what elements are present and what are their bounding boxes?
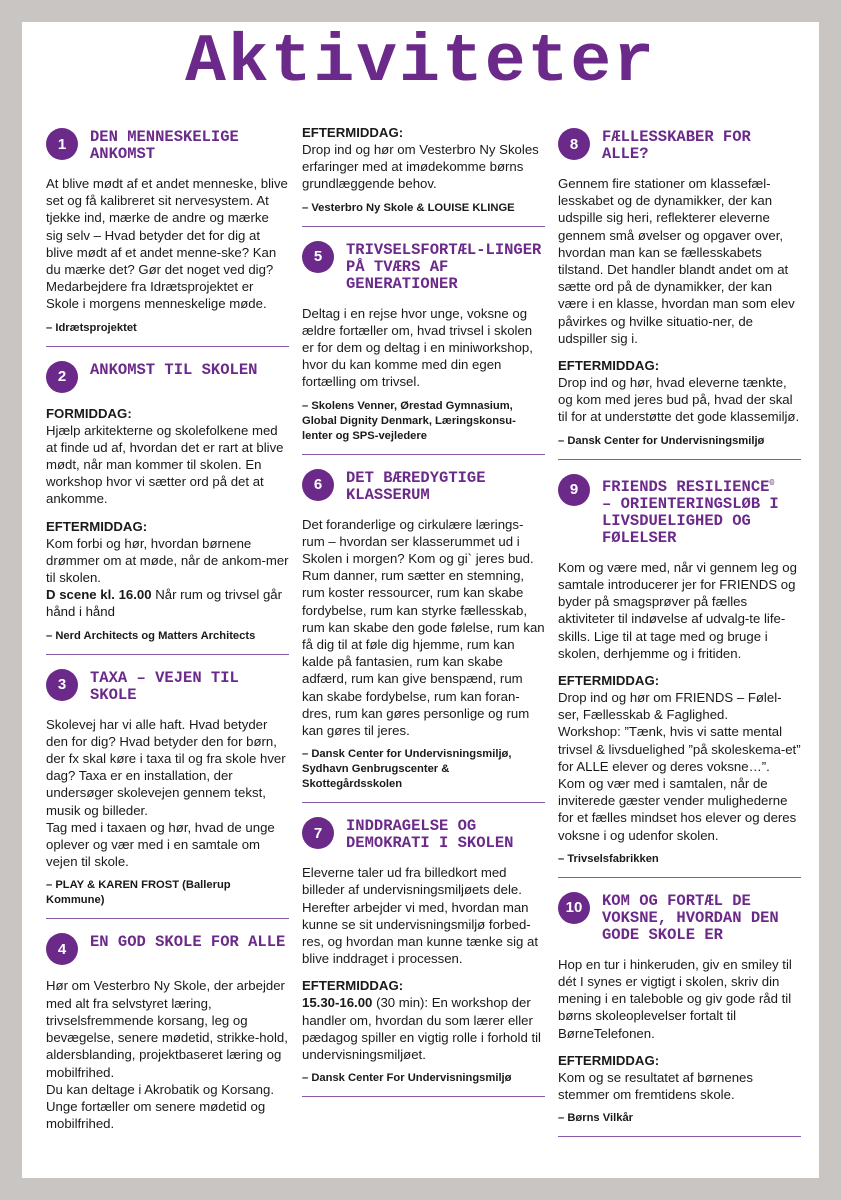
section-number-badge: 4 xyxy=(46,933,78,965)
section-number-badge: 7 xyxy=(302,817,334,849)
section-title-rest: – ORIENTERINGSLØB I LIVSDUELIGHED OG FØLELSER xyxy=(602,494,779,547)
section-8 xyxy=(558,128,801,460)
section-credit: – Dansk Center For Undervisningsmiljø xyxy=(302,1072,512,1085)
afternoon-label: EFTERMIDDAG: xyxy=(302,978,404,994)
section-4 xyxy=(46,933,289,1148)
section-4-continued xyxy=(302,124,545,227)
section-body: Kom og være med, når vi gennem leg og samtale introducerer jer for FRIENDS og byder på smagsprøver på fælles aktiviteter til indøvelse af udvalg-te life-skills. Lige til at tage med og bruge i skolen, derhjemme og i fritiden. xyxy=(558,559,797,661)
section-3 xyxy=(46,669,289,920)
section-credit: – Nerd Architects og Matters Architects xyxy=(46,629,256,642)
section-body: Eleverne taler ud fra billedkort med billeder af undervisningsmiljøets dele. Herefter arbejder vi med, hvordan man kunne se sit undervisningsmiljø forbed-res, og hvordan man kunne tænke sig at blive inddraget i processen. xyxy=(302,865,539,967)
section-body: At blive mødt af et andet menneske, blive set og få kalibreret sit nervesystem. At tjekke ind, mærke de andre og mærke sig selv – Hvad betyder det for dig at blive mødt af et andet menne-ske? Kan du mærke det? Gør det noget ved dig? xyxy=(46,176,288,278)
section-body: Hop en tur i hinkeruden, giv en smiley til dét I synes er vigtigt i skolen, skriv din mening i en taleboble og giv gode råd til børns skoleoplevelser fortalt til BørneTelefonen. xyxy=(558,956,792,1041)
section-title: KOM OG FORTÆL DE VOKSNE, HVORDAN DEN GODE SKOLE ER xyxy=(602,891,779,944)
section-10 xyxy=(558,892,801,1137)
section-title xyxy=(602,474,801,547)
section-title: TAXA – VEJEN TIL SKOLE xyxy=(90,668,239,704)
section-body: Medarbejdere fra Idrætsprojektet er Skole i morgens menneskelige møde. xyxy=(46,279,267,312)
section-number-badge: 10 xyxy=(558,892,590,924)
section-number-badge: 3 xyxy=(46,669,78,701)
morning-label: FORMIDDAG: xyxy=(46,405,132,421)
afternoon-label: EFTERMIDDAG: xyxy=(46,518,148,534)
section-body: Deltag i en rejse hvor unge, voksne og ældre fortæller om, hvad trivsel i skolen er for dem og deltag i en miniworkshop, hvor du kan komme med din egen fortælling om trivsel. xyxy=(302,305,533,390)
section-title-main: FRIENDS RESILIENCE xyxy=(602,477,770,496)
afternoon-label: EFTERMIDDAG: xyxy=(558,673,660,689)
section-body: Kom og se resultatet af børnenes stemmer om fremtidens skole. xyxy=(558,1069,753,1103)
section-body: Tag med i taxaen og hør, hvad de unge oplever og vær med i en samtale om vejen til skole. xyxy=(46,819,275,870)
section-credit: – Skolens Venner, Ørestad Gymnasium, Global Dignity Denmark, Læringskonsu-lenter og SPS-vejledere xyxy=(302,399,516,442)
section-body: Workshop: ”Tænk, hvis vi satte mental trivsel & livsduelighed ”på skoleskema-et” for ALLE elever og deres voksne…”. xyxy=(558,724,801,774)
column-2 xyxy=(302,125,545,1111)
afternoon-label: EFTERMIDDAG: xyxy=(558,358,660,374)
section-title: DET BÆREDYGTIGE KLASSERUM xyxy=(346,468,486,504)
section-body: Du kan deltage i Akrobatik og Korsang. Unge fortæller om senere mødetid og mobilfrihed. xyxy=(46,1081,274,1132)
section-credit: – Børns Vilkår xyxy=(558,1112,634,1125)
section-title: INDDRAGELSE OG DEMOKRATI I SKOLEN xyxy=(346,817,514,853)
afternoon-label: EFTERMIDDAG: xyxy=(558,1052,660,1068)
section-body: Det foranderlige og cirkulære lærings-rum – hvordan ser klasserummet ud i Skolen i morgen? Kom og gi` jeres bud. Rum danner, rum sætter en stemning, rum koster ressourcer, rum kan skabe fordybelse, rum kan styrke fællesskab, rum kan skabe den gode følelse, rum kan få dig til at føle dig hjemme, rum kan kalde på fantasien, rum kan skabe adfærd, rum kan give benspænd, rum kan skabe fordybelse, rum kan foran-dres, rum kan gøres personlige og rum kan gøres til jeres. xyxy=(302,516,545,739)
time-text: Når rum og trivsel går hånd i hånd xyxy=(46,587,283,620)
section-title: EN GOD SKOLE FOR ALLE xyxy=(90,933,286,952)
column-1 xyxy=(46,128,289,1156)
section-credit: – Vesterbro Ny Skole & LOUISE KLINGE xyxy=(302,201,515,214)
section-number-badge: 1 xyxy=(46,128,78,160)
section-credit: – Dansk Center for Undervisningsmiljø xyxy=(558,434,765,447)
copyright-mark: © xyxy=(769,478,775,488)
section-credit: – Trivselsfabrikken xyxy=(558,852,659,865)
section-number-badge: 6 xyxy=(302,469,334,501)
section-number-badge: 8 xyxy=(558,128,590,160)
section-number-badge: 5 xyxy=(302,241,334,273)
section-5 xyxy=(302,241,545,455)
time-bold: D scene kl. 16.00 xyxy=(46,587,152,603)
section-title: ANKOMST TIL SKOLEN xyxy=(90,360,258,379)
section-body: Hjælp arkitekterne og skolefolkene med at finde ud af, hvordan det er rart at blive mødt, når man kommer til skolen. En workshop hvor vi sætter ord på det at ankomme. xyxy=(46,422,284,507)
section-9 xyxy=(558,474,801,878)
section-credit: – Idrætsprojektet xyxy=(46,321,137,334)
section-1 xyxy=(46,128,289,347)
page-title: Aktiviteter xyxy=(185,24,656,101)
section-body: Drop ind og hør, hvad eleverne tænkte, og kom med jeres bud på, hvad der skal til for at understøtte det gode klassemiljø. xyxy=(558,375,800,425)
section-body: Gennem fire stationer om klassefæl-lesskabet og de dynamikker, der kan udspille sig heri, reflekterer eleverne gennem små øvelser og opgaver over, hvordan man kan se fællesskabets tilstand. Det handler blandt andet om at sætte ord på de dynamikker, der kan være i en klasse, hvordan man som elev påvirkes og hvilke situatio-ner, de udspiller sig i. xyxy=(558,176,795,346)
section-7 xyxy=(302,817,545,1097)
section-body: Hør om Vesterbro Ny Skole, der arbejder med alt fra selvstyret læring, trivselsfremmende korsang, leg og bevægelse, senere mødetid, strikke-hold, aldersblanding, projektbaseret læring og mobilfrihed. xyxy=(46,978,288,1080)
section-credit: – Dansk Center for Undervisningsmiljø, Sydhavn Genbrugscenter & Skottegårdsskolen xyxy=(302,748,512,791)
section-credit: – PLAY & KAREN FROST (Ballerup Kommune) xyxy=(46,879,231,907)
time-bold: 15.30-16.00 xyxy=(302,995,373,1011)
section-6 xyxy=(302,469,545,804)
section-title: TRIVSELSFORTÆL-LINGER PÅ TVÆRS AF GENERATIONER xyxy=(346,240,542,293)
column-3 xyxy=(558,128,801,1151)
section-body: Drop ind og hør om FRIENDS – Følel-ser, Fællesskab & Faglighed. xyxy=(558,690,782,723)
section-title: DEN MENNESKELIGE ANKOMST xyxy=(90,128,239,163)
time-text: (30 min): En workshop der handler om, hvordan du som lærer eller pædagog spiller en vigtig rolle i forhold til undervisningsmiljøet. xyxy=(302,995,541,1063)
section-number-badge: 2 xyxy=(46,361,78,393)
section-body: Drop ind og hør om Vesterbro Ny Skoles erfaringer med at imødekomme børns grundlæggende behov. xyxy=(302,142,539,192)
section-body: Kom forbi og hør, hvordan børnene drømmer om at møde, når de ankom-mer til skolen. xyxy=(46,535,289,586)
section-2 xyxy=(46,361,289,655)
section-body: Kom og vær med i samtalen, når de inviterede gæster vender mulighederne for et fælles mindset hos elever og deres voksne i og udenfor skolen. xyxy=(558,776,797,843)
afternoon-label: EFTERMIDDAG: xyxy=(302,125,404,140)
section-body: Skolevej har vi alle haft. Hvad betyder den for dig? Hvad betyder den for børn, der fx skal køre i taxa til og fra skole hver dag? Taxa er en installation, der undersøger skolevejen gennem tekst, musik og billeder. xyxy=(46,716,286,818)
section-title: FÆLLESSKABER FOR ALLE? xyxy=(602,128,751,163)
section-number-badge: 9 xyxy=(558,474,590,506)
